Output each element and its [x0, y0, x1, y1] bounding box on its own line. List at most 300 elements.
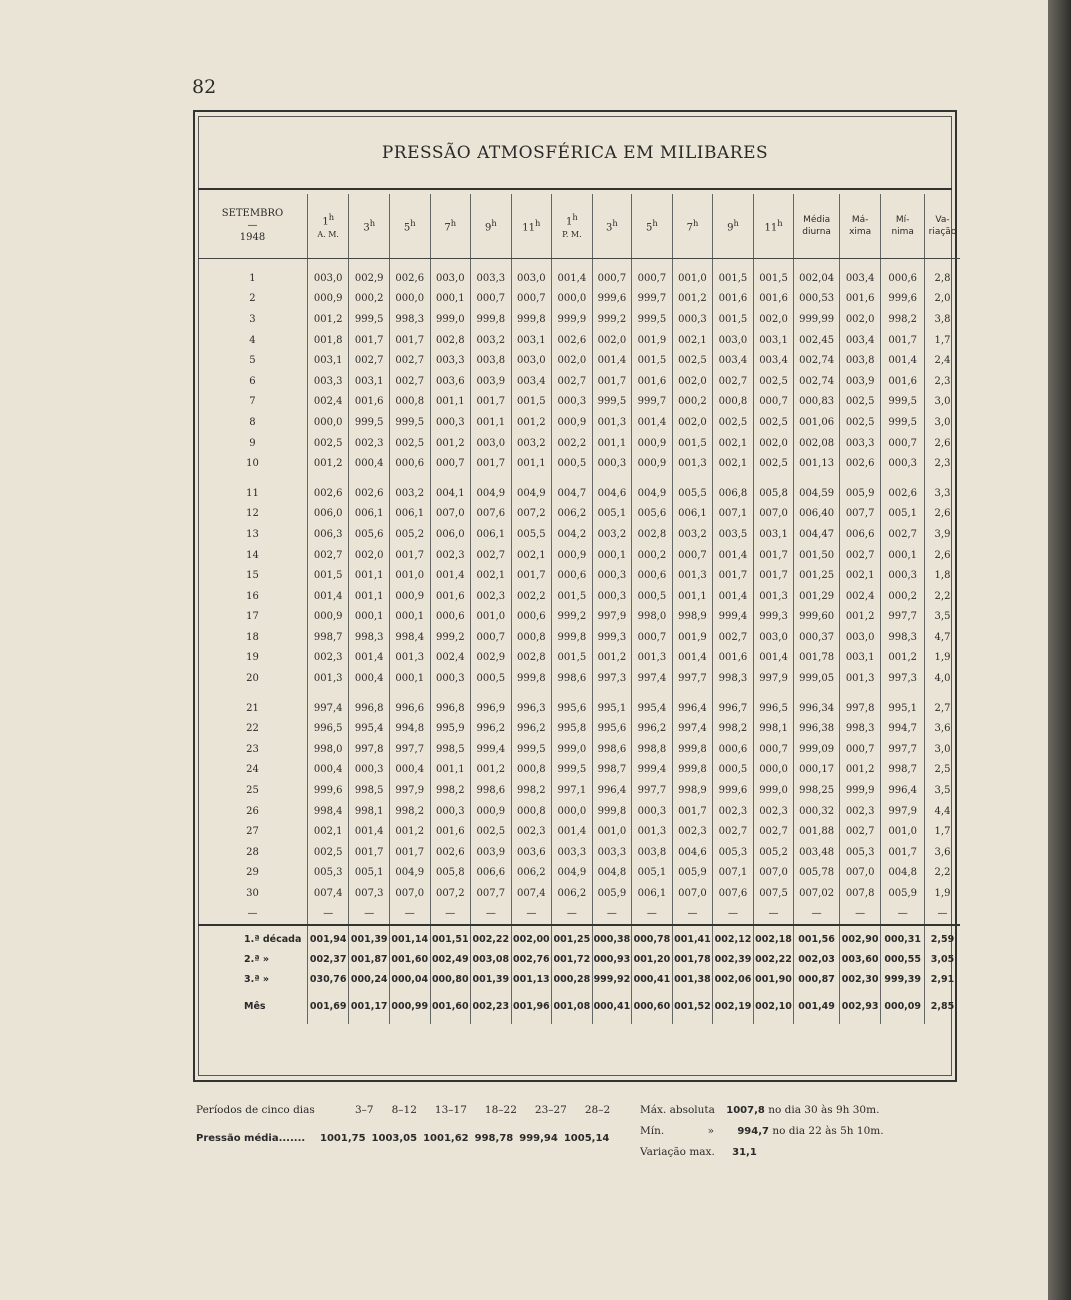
data-cell: 007,7 — [839, 504, 881, 525]
data-cell: 000,37 — [794, 627, 840, 648]
data-cell: 997,7 — [632, 780, 673, 801]
data-cell: 001,5 — [713, 309, 754, 330]
data-cell: 999,2 — [592, 309, 632, 330]
data-cell: — — [672, 904, 713, 925]
data-cell: 001,5 — [511, 392, 552, 413]
data-cell: 005,1 — [632, 863, 673, 884]
data-cell: 002,7 — [389, 371, 430, 392]
data-cell: — — [511, 904, 552, 925]
data-cell: 000,6 — [552, 565, 593, 586]
data-cell: 998,2 — [430, 780, 471, 801]
data-cell: 005,1 — [881, 504, 925, 525]
data-cell: 003,4 — [511, 371, 552, 392]
data-cell: 000,1 — [881, 545, 925, 566]
data-cell: 002,6 — [881, 483, 925, 504]
data-cell: 001,3 — [632, 821, 673, 842]
data-cell: 001,7 — [349, 842, 390, 863]
variacao-max-label: Variação max. — [640, 1146, 715, 1158]
data-cell: 000,87 — [794, 970, 840, 990]
data-cell: 005,3 — [713, 842, 754, 863]
day-row — [198, 627, 960, 648]
day-row — [198, 309, 960, 330]
data-cell: 000,7 — [511, 289, 552, 310]
data-cell: 998,2 — [389, 801, 430, 822]
data-cell: 007,5 — [753, 883, 794, 904]
row-label-cell: 25 — [246, 785, 259, 797]
data-cell: 001,17 — [349, 990, 390, 1024]
header-9pm: 9$^h$ — [713, 194, 754, 259]
data-cell: 001,5 — [307, 565, 349, 586]
data-cell: 002,9 — [471, 648, 512, 669]
data-cell: 996,5 — [307, 718, 349, 739]
data-cell: 998,25 — [794, 780, 840, 801]
data-cell: 002,3 — [307, 648, 349, 669]
data-cell: 006,1 — [471, 524, 512, 545]
data-cell: 999,99 — [794, 309, 840, 330]
data-cell: 007,0 — [672, 883, 713, 904]
spacer-cell — [349, 259, 390, 269]
data-cell: 000,8 — [511, 627, 552, 648]
data-cell: 006,2 — [511, 863, 552, 884]
data-cell: 998,5 — [349, 780, 390, 801]
data-cell: 001,4 — [349, 821, 390, 842]
spacer-cell — [924, 259, 960, 269]
spacer-cell — [881, 474, 925, 483]
data-cell: 007,7 — [471, 883, 512, 904]
page-number: 82 — [192, 76, 217, 98]
header-month: SETEMBRO — [221, 208, 284, 219]
data-cell: 2,5 — [924, 760, 960, 781]
data-cell: 000,24 — [349, 970, 390, 990]
data-cell: 001,78 — [672, 950, 713, 970]
data-cell: 000,7 — [753, 739, 794, 760]
data-cell: 001,3 — [839, 668, 881, 689]
spacer-cell — [198, 689, 307, 698]
data-cell: 000,7 — [881, 433, 925, 454]
data-cell: 004,7 — [552, 483, 593, 504]
row-label-cell: Mês — [244, 1001, 266, 1013]
data-cell: 001,20 — [632, 950, 673, 970]
data-cell: 003,08 — [471, 950, 512, 970]
data-cell: 002,1 — [713, 453, 754, 474]
data-cell: 995,9 — [430, 718, 471, 739]
data-cell: 001,4 — [307, 586, 349, 607]
data-cell: 001,8 — [307, 330, 349, 351]
data-cell: 001,4 — [632, 412, 673, 433]
spacer-cell — [672, 689, 713, 698]
data-cell: 000,7 — [632, 627, 673, 648]
data-cell: 2,3 — [924, 453, 960, 474]
day-row — [198, 863, 960, 884]
spacer-cell — [471, 259, 512, 269]
spacer-cell — [430, 259, 471, 269]
data-cell: 000,7 — [672, 545, 713, 566]
data-cell: — — [839, 904, 881, 925]
data-cell: 001,7 — [592, 371, 632, 392]
data-cell: 002,06 — [713, 970, 754, 990]
data-cell: 995,1 — [881, 698, 925, 719]
data-cell: 2,6 — [924, 545, 960, 566]
data-cell: 999,6 — [307, 780, 349, 801]
data-cell: 005,5 — [511, 524, 552, 545]
data-cell: 002,19 — [713, 990, 754, 1024]
data-cell: 004,47 — [794, 524, 840, 545]
data-cell: 003,3 — [307, 371, 349, 392]
data-cell: 003,0 — [430, 268, 471, 289]
data-cell: 006,2 — [552, 504, 593, 525]
day-row — [198, 821, 960, 842]
data-cell: 000,53 — [794, 289, 840, 310]
data-cell: 2,6 — [924, 433, 960, 454]
data-cell: 999,4 — [471, 739, 512, 760]
data-cell: 996,8 — [349, 698, 390, 719]
data-cell: 002,8 — [632, 524, 673, 545]
data-cell: 998,6 — [592, 739, 632, 760]
data-cell: 1,8 — [924, 565, 960, 586]
spacer-cell — [471, 689, 512, 698]
min-absoluta-text: no dia 22 às 5h 10m. — [772, 1125, 884, 1137]
row-label-cell: 18 — [246, 631, 259, 643]
data-cell: 001,6 — [881, 371, 925, 392]
data-cell: 3,0 — [924, 739, 960, 760]
data-cell: 002,7 — [753, 821, 794, 842]
data-cell: 001,9 — [672, 627, 713, 648]
data-cell: 998,3 — [713, 668, 754, 689]
data-cell: 998,3 — [349, 627, 390, 648]
data-cell: 006,1 — [672, 504, 713, 525]
spacer-cell — [349, 689, 390, 698]
day-row — [198, 698, 960, 719]
header-1am: 1$^h$ A. M. — [307, 194, 349, 259]
day-row — [198, 350, 960, 371]
data-cell: 006,3 — [307, 524, 349, 545]
data-cell: 002,7 — [471, 545, 512, 566]
header-month-cell — [198, 194, 307, 259]
data-cell: 999,8 — [511, 668, 552, 689]
spacer-cell — [713, 259, 754, 269]
data-cell: 001,25 — [552, 925, 593, 950]
data-cell: 998,9 — [672, 780, 713, 801]
data-cell: 999,5 — [881, 392, 925, 413]
data-cell: 003,9 — [839, 371, 881, 392]
periodo-item: 8–12 — [391, 1104, 417, 1116]
data-cell: 999,5 — [592, 392, 632, 413]
day-row — [198, 668, 960, 689]
pressao-media-item: 999,94 — [519, 1133, 558, 1144]
data-cell: 000,7 — [839, 739, 881, 760]
row-label-cell: 15 — [246, 570, 259, 582]
data-cell: — — [713, 904, 754, 925]
row-label-cell: 30 — [246, 888, 259, 900]
data-cell: 003,2 — [592, 524, 632, 545]
data-cell: 000,1 — [349, 607, 390, 628]
data-cell: 002,7 — [307, 545, 349, 566]
data-cell: — — [924, 904, 960, 925]
data-cell: 001,2 — [389, 821, 430, 842]
data-cell: — — [592, 904, 632, 925]
data-cell: 001,60 — [389, 950, 430, 970]
row-label-cell: 24 — [246, 764, 259, 776]
spacer-cell — [753, 259, 794, 269]
data-cell: 001,13 — [511, 970, 552, 990]
variacao-max-value: 31,1 — [732, 1147, 757, 1158]
data-cell: 002,7 — [389, 350, 430, 371]
data-cell: 003,48 — [794, 842, 840, 863]
data-cell: 001,3 — [672, 453, 713, 474]
data-cell: 001,5 — [632, 350, 673, 371]
data-cell: 003,6 — [511, 842, 552, 863]
spacer-cell — [794, 474, 840, 483]
data-cell: 999,2 — [552, 607, 593, 628]
decade-summary-row — [198, 970, 960, 990]
data-cell: 006,0 — [430, 524, 471, 545]
data-cell: 3,8 — [924, 309, 960, 330]
data-cell: 001,0 — [471, 607, 512, 628]
data-cell: 003,1 — [753, 330, 794, 351]
data-cell: 996,2 — [511, 718, 552, 739]
data-cell: 005,1 — [349, 863, 390, 884]
data-cell: 003,1 — [511, 330, 552, 351]
data-cell: 000,41 — [632, 970, 673, 990]
data-cell: 000,9 — [632, 433, 673, 454]
spacer-cell — [713, 689, 754, 698]
data-cell: 999,5 — [389, 412, 430, 433]
data-cell: 3,5 — [924, 607, 960, 628]
data-cell: 003,6 — [430, 371, 471, 392]
data-cell: 003,4 — [839, 268, 881, 289]
data-cell: 002,6 — [430, 842, 471, 863]
data-cell: 002,90 — [839, 925, 881, 950]
data-cell: 000,28 — [552, 970, 593, 990]
data-cell: 996,4 — [672, 698, 713, 719]
data-cell: 004,8 — [592, 863, 632, 884]
spacer-cell — [511, 259, 552, 269]
data-cell: 2,85 — [924, 990, 960, 1024]
data-cell: 002,7 — [713, 821, 754, 842]
data-cell: 999,6 — [592, 289, 632, 310]
data-cell: 999,7 — [632, 289, 673, 310]
spacer-cell — [430, 474, 471, 483]
spacer-cell — [881, 689, 925, 698]
data-cell: 001,14 — [389, 925, 430, 950]
data-cell: 001,9 — [632, 330, 673, 351]
day-row — [198, 412, 960, 433]
data-cell: 999,7 — [632, 392, 673, 413]
data-cell: 3,9 — [924, 524, 960, 545]
data-cell: 999,4 — [713, 607, 754, 628]
data-cell: 001,0 — [592, 821, 632, 842]
data-cell: 001,5 — [753, 268, 794, 289]
data-cell: 001,6 — [430, 821, 471, 842]
data-cell: 002,0 — [753, 309, 794, 330]
data-cell: 001,0 — [389, 565, 430, 586]
data-cell: 002,5 — [753, 371, 794, 392]
data-cell: 003,1 — [349, 371, 390, 392]
data-cell: 000,83 — [794, 392, 840, 413]
row-label-cell: 23 — [246, 743, 259, 755]
data-cell: 002,22 — [471, 925, 512, 950]
data-cell: 998,2 — [511, 780, 552, 801]
data-cell: 998,4 — [307, 801, 349, 822]
data-cell: 007,2 — [430, 883, 471, 904]
data-cell: 997,8 — [839, 698, 881, 719]
data-cell: 994,7 — [881, 718, 925, 739]
decade-summary-row — [198, 950, 960, 970]
data-cell: 000,2 — [632, 545, 673, 566]
spacer-cell — [511, 474, 552, 483]
row-label-cell: 3.ª » — [244, 974, 270, 986]
data-cell: 001,4 — [430, 565, 471, 586]
data-cell: 007,1 — [713, 863, 754, 884]
day-row — [198, 524, 960, 545]
data-cell: 007,0 — [753, 504, 794, 525]
data-cell: 001,90 — [753, 970, 794, 990]
data-cell: 007,6 — [713, 883, 754, 904]
spacer-cell — [552, 474, 593, 483]
data-cell: 003,8 — [839, 350, 881, 371]
data-cell: 000,5 — [713, 760, 754, 781]
data-cell: 001,87 — [349, 950, 390, 970]
data-cell: 2,91 — [924, 970, 960, 990]
data-cell: 002,1 — [672, 330, 713, 351]
data-cell: 002,00 — [511, 925, 552, 950]
header-11am: 11$^h$ — [511, 194, 552, 259]
data-cell: 002,8 — [511, 648, 552, 669]
data-cell: 001,7 — [471, 453, 512, 474]
data-cell: 002,49 — [430, 950, 471, 970]
spacer-cell — [839, 689, 881, 698]
data-cell: 002,39 — [713, 950, 754, 970]
header-minima: Mí- nima — [881, 194, 925, 259]
data-cell: 999,6 — [881, 289, 925, 310]
spacer-row — [198, 689, 960, 698]
data-cell: 002,6 — [552, 330, 593, 351]
data-cell: 997,9 — [592, 607, 632, 628]
day-row — [198, 883, 960, 904]
data-cell: 003,0 — [471, 433, 512, 454]
data-cell: 001,7 — [389, 330, 430, 351]
data-cell: 001,1 — [430, 760, 471, 781]
spacer-cell — [672, 474, 713, 483]
data-cell: 007,3 — [349, 883, 390, 904]
data-cell: 000,6 — [511, 607, 552, 628]
data-cell: 005,3 — [839, 842, 881, 863]
day-row — [198, 842, 960, 863]
data-cell: 004,1 — [430, 483, 471, 504]
spacer-cell — [552, 689, 593, 698]
data-cell: 002,4 — [839, 586, 881, 607]
data-cell: 000,6 — [713, 739, 754, 760]
data-cell: 2,0 — [924, 289, 960, 310]
data-cell: 007,4 — [511, 883, 552, 904]
data-cell: 997,7 — [881, 739, 925, 760]
pressao-media-values — [320, 1133, 615, 1144]
data-cell: 000,3 — [632, 801, 673, 822]
data-cell: 000,60 — [632, 990, 673, 1024]
data-cell: 003,8 — [632, 842, 673, 863]
data-cell: 007,0 — [753, 863, 794, 884]
data-cell: 001,1 — [592, 433, 632, 454]
min-absoluta-quote: » — [707, 1125, 714, 1137]
data-cell: 001,72 — [552, 950, 593, 970]
day-row — [198, 565, 960, 586]
data-cell: 001,4 — [552, 268, 593, 289]
data-cell: 005,78 — [794, 863, 840, 884]
data-cell: 001,6 — [713, 289, 754, 310]
data-cell: 997,4 — [307, 698, 349, 719]
data-cell: 001,5 — [672, 433, 713, 454]
data-cell: 002,7 — [349, 350, 390, 371]
data-cell: 002,03 — [794, 950, 840, 970]
spacer-cell — [511, 689, 552, 698]
data-cell: 001,4 — [552, 821, 593, 842]
spacer-cell — [632, 689, 673, 698]
data-cell: 001,6 — [349, 392, 390, 413]
data-cell: 000,6 — [389, 453, 430, 474]
data-cell: 000,5 — [552, 453, 593, 474]
header-5pm: 5$^h$ — [632, 194, 673, 259]
data-cell: 000,55 — [881, 950, 925, 970]
row-label-cell: 12 — [246, 508, 259, 520]
data-cell: 006,40 — [794, 504, 840, 525]
data-cell: 003,0 — [307, 268, 349, 289]
data-cell: 2,2 — [924, 863, 960, 884]
data-cell: 002,1 — [307, 821, 349, 842]
data-cell: 000,9 — [552, 412, 593, 433]
day-row — [198, 545, 960, 566]
data-cell: 001,06 — [794, 412, 840, 433]
data-cell: 006,1 — [389, 504, 430, 525]
data-cell: 005,5 — [672, 483, 713, 504]
day-row — [198, 504, 960, 525]
data-cell: 998,4 — [389, 627, 430, 648]
periodo-item: 13–17 — [434, 1104, 467, 1116]
data-cell: 005,9 — [672, 863, 713, 884]
row-label-cell: 1 — [249, 272, 256, 284]
data-cell: 004,9 — [552, 863, 593, 884]
data-cell: 000,3 — [349, 760, 390, 781]
data-cell: 002,0 — [552, 350, 593, 371]
data-cell: 003,3 — [592, 842, 632, 863]
data-cell: 996,4 — [881, 780, 925, 801]
data-cell: 000,7 — [592, 268, 632, 289]
data-cell: 001,4 — [753, 648, 794, 669]
data-cell: 003,5 — [713, 524, 754, 545]
row-label-cell: 26 — [246, 805, 259, 817]
data-cell: 001,60 — [430, 990, 471, 1024]
data-cell: 002,5 — [839, 392, 881, 413]
data-cell: 003,4 — [713, 350, 754, 371]
data-cell: 002,5 — [753, 453, 794, 474]
data-cell: 996,2 — [632, 718, 673, 739]
data-cell: 999,5 — [552, 760, 593, 781]
min-absoluta-label: Mín. — [640, 1125, 665, 1137]
data-cell: 000,9 — [307, 607, 349, 628]
periodo-item: 3–7 — [355, 1104, 374, 1116]
data-cell: 999,39 — [881, 970, 925, 990]
data-cell: 002,7 — [552, 371, 593, 392]
data-cell: 003,2 — [471, 330, 512, 351]
data-cell: 999,3 — [753, 607, 794, 628]
data-cell: 002,0 — [839, 309, 881, 330]
data-cell: 001,2 — [839, 607, 881, 628]
day-row — [198, 780, 960, 801]
data-cell: 995,4 — [632, 698, 673, 719]
data-cell: 004,9 — [511, 483, 552, 504]
data-cell: 001,4 — [713, 586, 754, 607]
data-cell: 001,88 — [794, 821, 840, 842]
data-cell: 001,1 — [430, 392, 471, 413]
